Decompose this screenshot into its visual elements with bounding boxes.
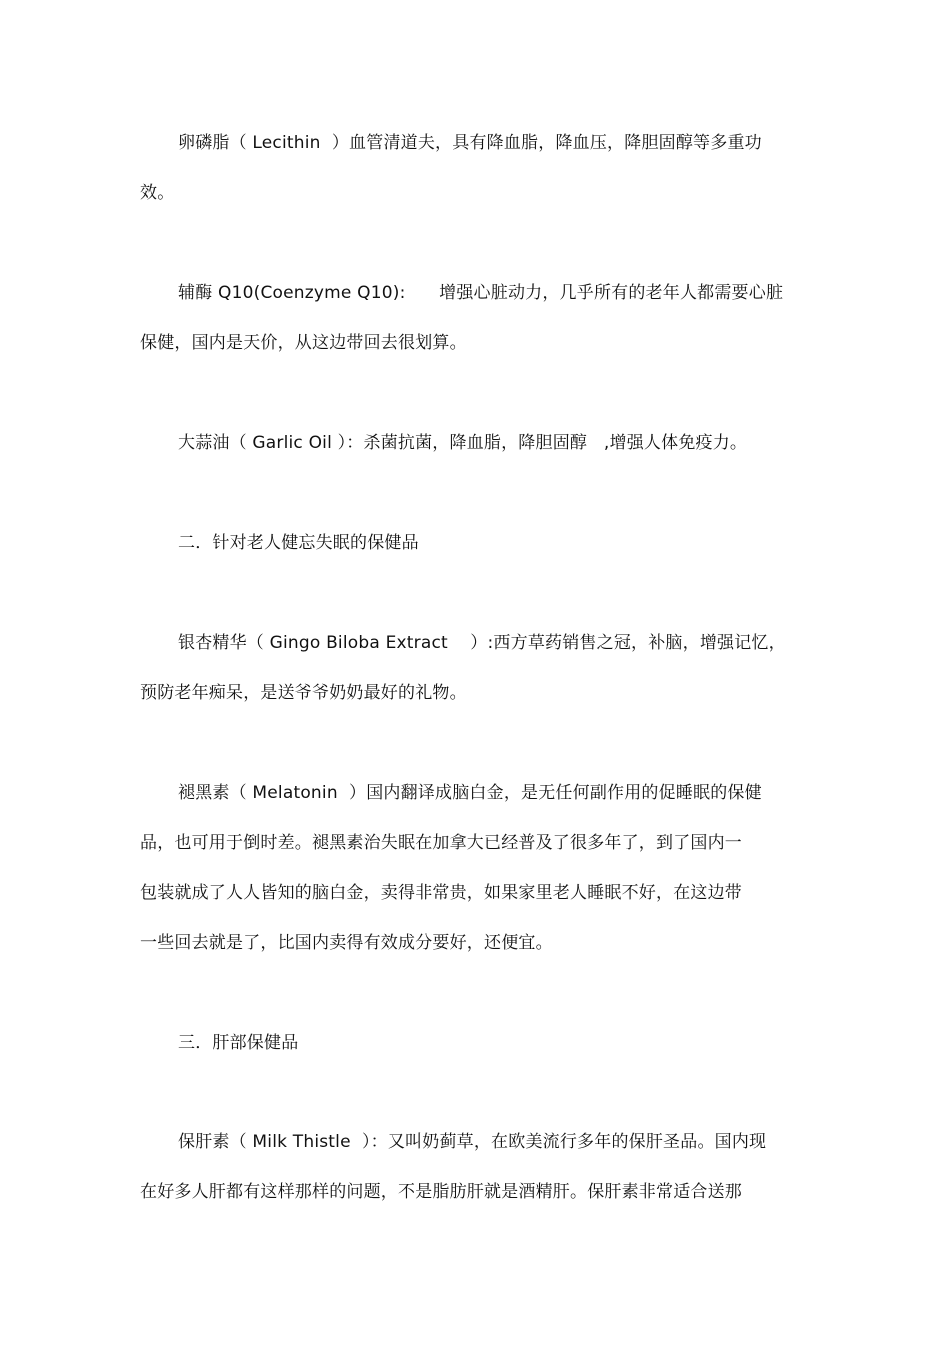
paragraph-melatonin-line-3: 包装就成了人人皆知的脑白金，卖得非常贵，如果家里老人睡眠不好，在这边带 — [140, 883, 742, 903]
section-heading-memory-sleep: 二．针对老人健忘失眠的保健品 — [178, 533, 419, 553]
paragraph-milk-thistle-line-2: 在好多人肝都有这样那样的问题，不是脂肪肝就是酒精肝。保肝素非常适合送那 — [140, 1182, 742, 1202]
paragraph-garlic-oil-line-1: 大蒜油（ Garlic Oil ）：杀菌抗菌，降血脂，降胆固醇 ,增强人体免疫力。 — [178, 433, 748, 453]
section-heading-liver: 三．肝部保健品 — [178, 1033, 299, 1053]
paragraph-milk-thistle-line-1: 保肝素（ Milk Thistle ）：又叫奶蓟草，在欧美流行多年的保肝圣品。国内现 — [178, 1132, 767, 1152]
paragraph-melatonin-line-2: 品，也可用于倒时差。褪黑素治失眠在加拿大已经普及了很多年了，到了国内一 — [140, 833, 742, 853]
paragraph-ginkgo-line-1: 银杏精华（ Gingo Biloba Extract ）:西方草药销售之冠，补脑，增强记忆， — [178, 633, 786, 653]
paragraph-ginkgo-line-2: 预防老年痴呆，是送爷爷奶奶最好的礼物。 — [140, 683, 467, 703]
paragraph-melatonin-line-1: 褪黑素（ Melatonin ）国内翻译成脑白金，是无任何副作用的促睡眠的保健 — [178, 783, 762, 803]
paragraph-melatonin-line-4: 一些回去就是了，比国内卖得有效成分要好，还便宜。 — [140, 933, 553, 953]
paragraph-coq10-line-1: 辅酶 Q10(Coenzyme Q10): 增强心脏动力，几乎所有的老年人都需要心脏 — [178, 283, 784, 303]
paragraph-coq10-line-2: 保健，国内是天价，从这边带回去很划算。 — [140, 333, 467, 353]
paragraph-lecithin-line-1: 卵磷脂（ Lecithin ）血管清道夫，具有降血脂，降血压，降胆固醇等多重功 — [178, 133, 762, 153]
paragraph-lecithin-line-2: 效。 — [140, 183, 175, 203]
